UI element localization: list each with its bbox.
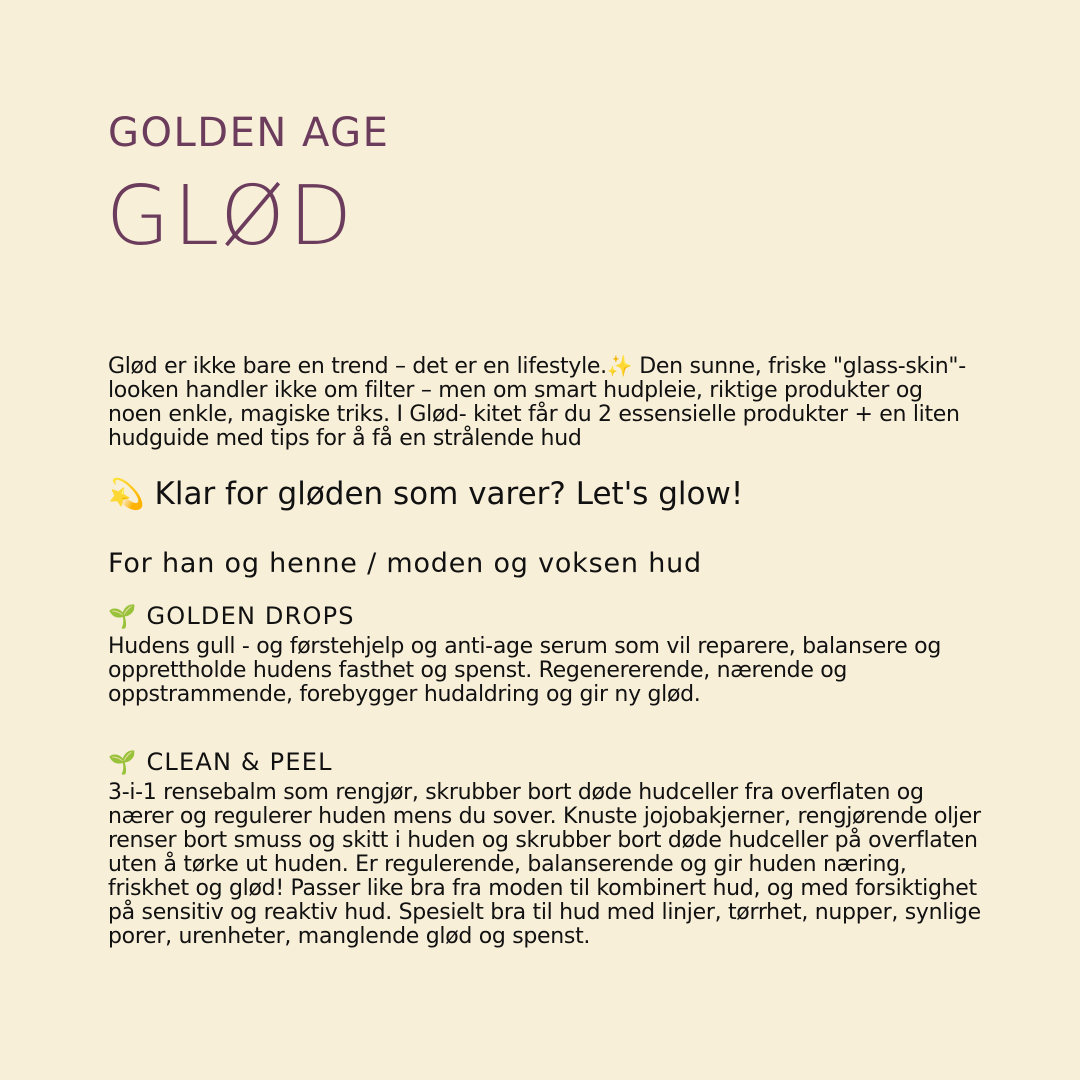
page-title: GLØD [106,169,356,264]
brand-label: GOLDEN AGE [108,110,390,156]
cta-text: Klar for gløden som varer? Let's glow! [144,476,744,512]
product-description: 3-i-1 rensebalm som rengjør, skrubber bort døde hudceller fra overflaten og nærer og regulerer huden mens du sover. Knuste jojobakjerner, rengjørende oljer renser bort smuss og skitt i huden og skrubber bort døde hudceller på overflaten uten å tørke ut huden. Er regulerende, balanserende og gir huden næring, friskhet og glød! Passer like bra fra moden til kombinert hud, og med forsiktighet på sensitiv og reaktiv hud. Spesielt bra til hud med linjer, tørrhet, nupper, synlige porer, urenheter, manglende glød og spenst. [108,780,981,949]
sparkles-icon: ✨ [606,354,633,378]
product-clean-peel [108,748,988,949]
intro-paragraph [108,354,978,451]
product-name: CLEAN & PEEL [146,748,333,776]
product-golden-drops [108,602,988,707]
product-name: GOLDEN DROPS [146,602,355,630]
seedling-icon: 🌱 [108,604,138,630]
dizzy-star-icon: 💫 [108,477,145,511]
product-description: Hudens gull - og førstehjelp og anti-age serum som vil reparere, balansere og opprettholde hudens fasthet og spenst. Regenererende, nærende og oppstrammende, forebygger hudaldring og gir ny glød. [108,634,941,707]
seedling-icon: 🌱 [108,750,138,776]
intro-text-end: Den sunne, friske "glass-skin"-looken handler ikke om filter – men om smart hudpleie, riktige produkter og noen enkle, magiske triks. I Glød- kitet får du 2 essensielle produkter + en liten hudguide med tips for å få en strålende hud [108,354,966,451]
call-to-action [108,476,1008,512]
product-heading [108,748,988,777]
product-heading [108,602,988,631]
audience-heading: For han og henne / moden og voksen hud [108,548,702,579]
intro-text-start: Glød er ikke bare en trend – det er en lifestyle. [108,354,607,379]
